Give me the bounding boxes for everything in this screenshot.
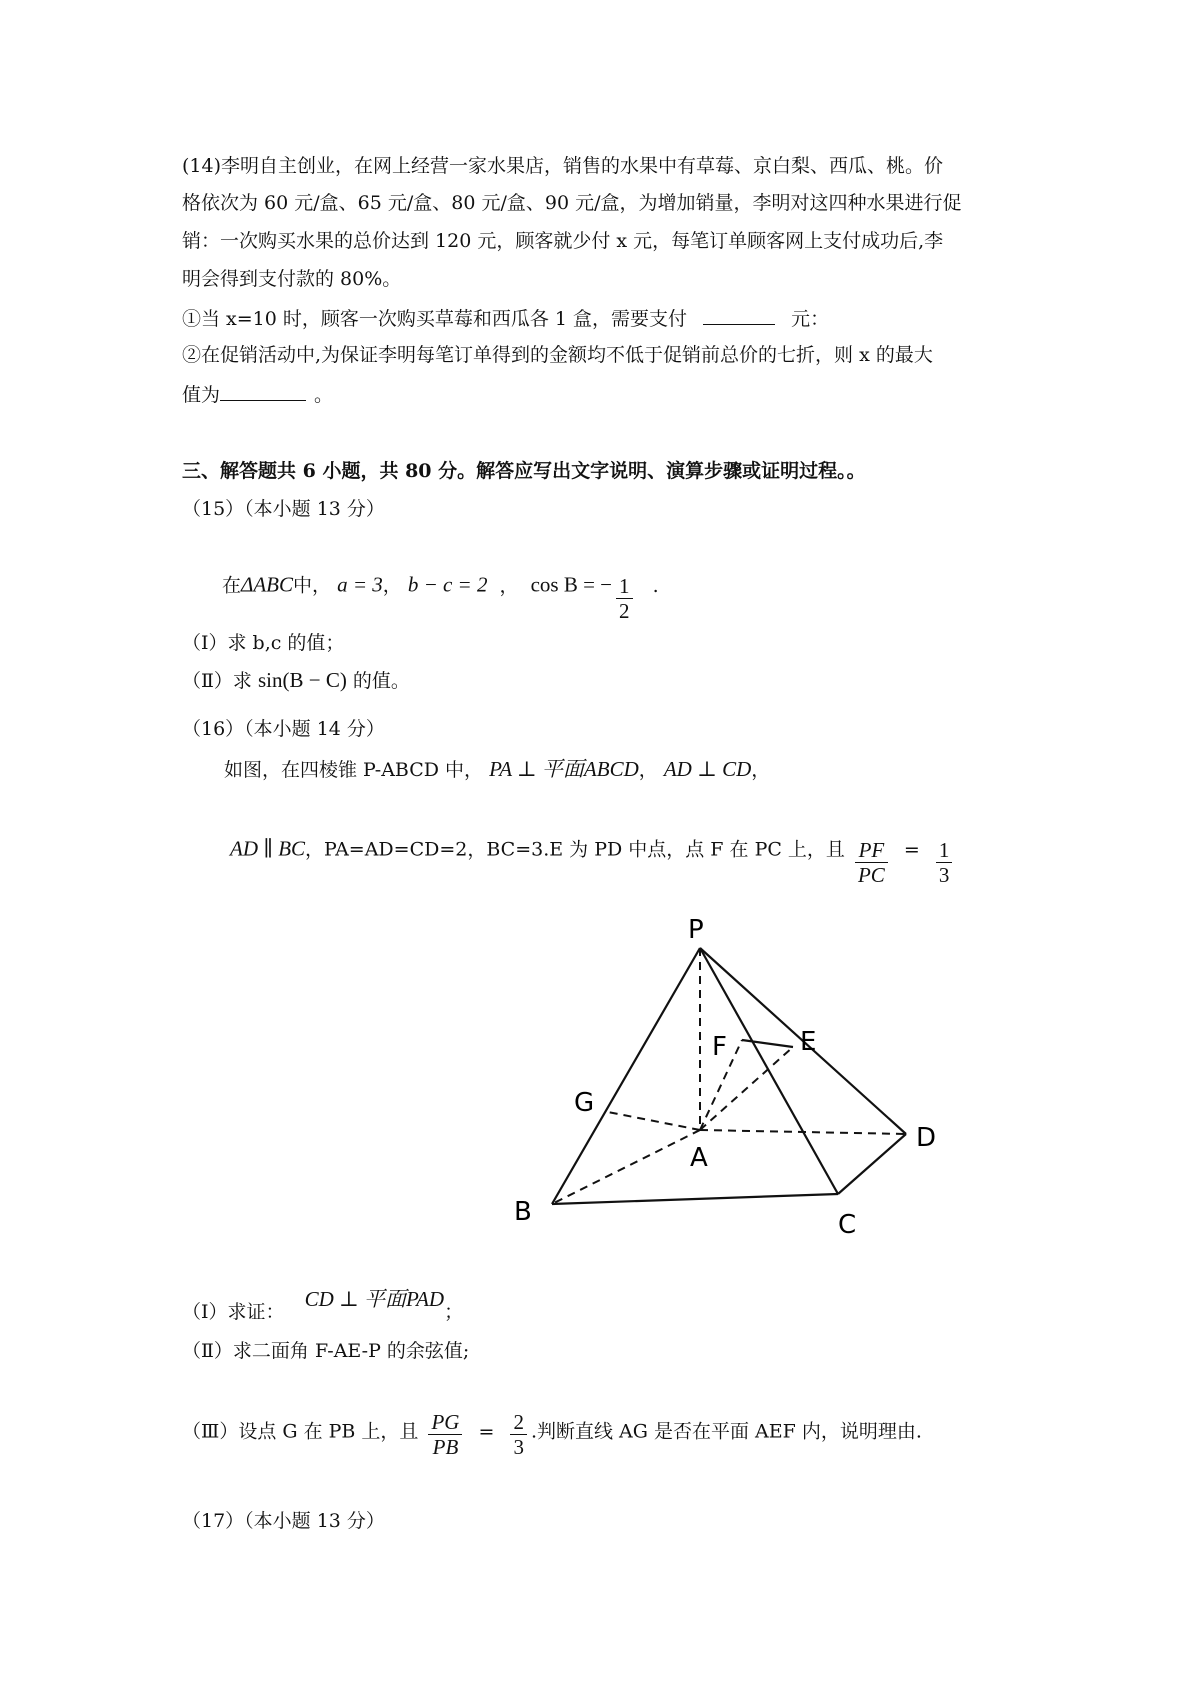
q15-cond-end: . <box>652 574 659 597</box>
q14-part-2-end: 。 <box>314 384 334 406</box>
label-g: G <box>574 1088 595 1118</box>
ad-perp-cd: AD ⊥ CD <box>663 757 752 781</box>
q15-part-1: （Ⅰ）求 b,c 的值； <box>182 632 345 654</box>
q16-line-2 <box>230 826 956 887</box>
fraction-numerator: 1 <box>936 838 953 863</box>
q14-line-3: 销：一次购买水果的总价达到 120 元，顾客就少付 x 元，每笔订单顾客网上支付成功后,李 <box>182 230 944 252</box>
edge-ag <box>608 1112 700 1130</box>
equals-sign: = <box>903 838 920 861</box>
q16-part-3-text: （Ⅲ）设点 G 在 PB 上，且 <box>182 1420 419 1443</box>
pa-perp-plane-abcd: PA ⊥ 平面ABCD <box>489 757 639 781</box>
fraction-numerator: PG <box>428 1410 462 1435</box>
q16-part-1-end: ； <box>444 1301 464 1323</box>
edge-pb <box>552 948 700 1204</box>
pyramid-figure <box>500 900 960 1250</box>
label-c: C <box>838 1210 857 1240</box>
q16-line-2-text: ，PA=AD=CD=2，BC=3.E 为 PD 中点，点 F 在 PC 上，且 <box>305 838 845 861</box>
ad-parallel-bc: AD ∥ BC <box>230 836 306 861</box>
q14-line-4: 明会得到支付款的 80%。 <box>182 268 402 290</box>
q16-part-2: （Ⅱ）求二面角 F-AE-P 的余弦值; <box>182 1340 470 1362</box>
q14-line-2: 格依次为 60 元/盒、65 元/盒、80 元/盒、90 元/盒，为增加销量，李明对这四种水果进行促 <box>182 192 962 214</box>
answer-blank-2 <box>220 380 306 401</box>
q14-line-1: (14)李明自主创业，在网上经营一家水果店，销售的水果中有草莓、京白梨、西瓜、桃。价 <box>182 155 944 177</box>
q14-part-1 <box>182 304 829 332</box>
expr-sin-b-minus-c: sin(B − C) <box>257 668 347 692</box>
label-e: E <box>800 1027 817 1057</box>
fraction-denominator: 3 <box>938 863 950 887</box>
q14-part-2-line-2 <box>182 380 333 408</box>
q16-line-1-text: 如图，在四棱锥 P-ABCD 中， <box>224 759 484 781</box>
condition-cos-b: cos B = − <box>530 572 613 597</box>
fraction-one-third <box>936 838 953 887</box>
label-a: A <box>690 1143 708 1173</box>
edge-fe <box>742 1040 793 1047</box>
fraction-pg-over-pb <box>428 1410 462 1459</box>
edge-cd <box>838 1134 906 1194</box>
fraction-numerator: PF <box>855 838 888 863</box>
edge-pc <box>700 948 838 1194</box>
fraction-denominator: 3 <box>513 1435 524 1459</box>
q14-part-1-text: ①当 x=10 时，顾客一次购买草莓和西瓜各 1 盒，需要支付 <box>182 308 688 330</box>
q14-part-2-line-1: ②在促销活动中,为保证李明每笔订单得到的金额均不低于促销前总价的七折，则 x 的最大 <box>182 344 933 366</box>
cd-perp-plane-pad: CD ⊥ 平面PAD <box>304 1287 445 1311</box>
edge-bc <box>552 1194 838 1204</box>
q15-cond-mid: 中， <box>293 574 332 597</box>
fraction-pf-over-pc <box>855 838 888 887</box>
q15-cond-comma: ， <box>499 574 519 597</box>
q17-header: （17）（本小题 13 分） <box>182 1510 385 1532</box>
label-p: P <box>688 915 704 945</box>
q15-cond-sep: ， <box>382 574 402 597</box>
q15-condition <box>222 562 659 623</box>
answer-blank-1 <box>703 304 775 325</box>
equals-sign: = <box>478 1420 495 1443</box>
q15-part-2-end: 的值。 <box>352 670 410 692</box>
q16-line-1-sep: ， <box>638 759 658 781</box>
q14-part-1-unit: 元： <box>791 308 830 330</box>
fraction-numerator: 2 <box>510 1410 527 1435</box>
label-d: D <box>916 1123 937 1153</box>
triangle-abc: ΔABC <box>241 572 294 597</box>
section-3-heading: 三、解答题共 6 小题，共 80 分。解答应写出文字说明、演算步骤或证明过程。。 <box>182 460 866 482</box>
q15-part-2 <box>182 667 410 694</box>
label-b: B <box>514 1197 532 1227</box>
fraction-denominator: PB <box>432 1435 459 1459</box>
q15-part-2-text: （Ⅱ）求 <box>182 670 252 692</box>
fraction-denominator: 2 <box>619 599 630 623</box>
q16-part-1 <box>182 1287 464 1325</box>
q14-part-2-text: 值为 <box>182 384 221 406</box>
fraction-one-half <box>616 574 633 623</box>
fraction-two-thirds <box>510 1410 527 1459</box>
q15-cond-prefix: 在 <box>222 574 242 597</box>
condition-a: a = 3 <box>337 572 383 597</box>
q16-header: （16）（本小题 14 分） <box>182 718 385 740</box>
condition-b-minus-c: b − c = 2 <box>407 572 488 597</box>
q16-line-1 <box>224 756 770 783</box>
q16-part-3 <box>182 1408 922 1457</box>
q15-header: （15）（本小题 13 分） <box>182 498 385 520</box>
q16-part-1-text: （Ⅰ）求证： <box>182 1301 285 1323</box>
label-f: F <box>712 1032 727 1062</box>
fraction-numerator: 1 <box>616 574 633 599</box>
q16-part-3-end: .判断直线 AG 是否在平面 AEF 内，说明理由. <box>530 1420 922 1443</box>
fraction-denominator: PC <box>857 863 885 887</box>
q16-line-1-end: ， <box>751 759 771 781</box>
